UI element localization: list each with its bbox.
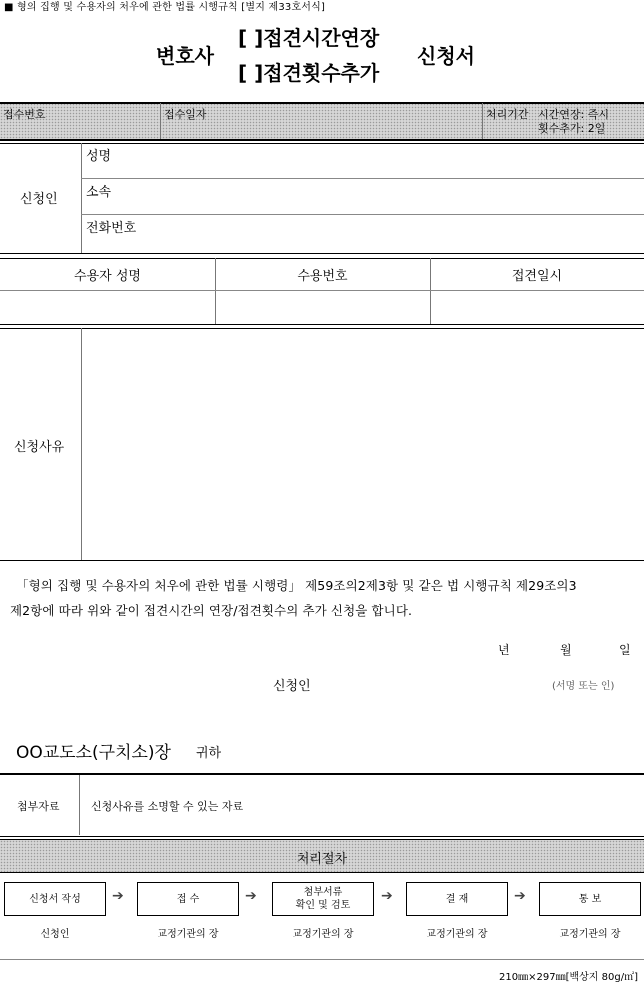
receipt-number-label: 접수번호 <box>3 108 46 121</box>
paper-spec-footer: 210㎜×297㎜[백상지 80g/㎡] <box>499 972 638 983</box>
applicant-phone-label: 전화번호 <box>86 221 137 236</box>
processing-period-label: 처리기간 <box>486 108 529 121</box>
form-reference-note: ■ 형의 집행 및 수용자의 처우에 관한 법률 시행규칙 [별지 제33호서식] <box>4 2 326 13</box>
applicant-section-label: 신청인 <box>20 192 58 207</box>
processing-count-addition: 횟수추가: 2일 <box>538 122 606 135</box>
inmate-name-field[interactable] <box>0 291 215 324</box>
addressee-suffix: 귀하 <box>196 746 222 761</box>
procedure-arrow-icon: ➔ <box>381 888 393 904</box>
procedure-step-write <box>4 882 106 916</box>
attachment-value: 신청사유를 소명할 수 있는 자료 <box>91 800 244 813</box>
signature-applicant-label: 신청인 <box>273 679 311 694</box>
reason-label: 신청사유 <box>14 440 65 455</box>
title-left: 변호사 <box>156 44 214 68</box>
procedure-step-notify-label: 통 보 <box>578 893 602 905</box>
application-statement-line1: 「형의 집행 및 수용자의 처우에 관한 법률 시행령」 제59조의2제3항 및 같은 법 시행규칙 제29조의3 <box>16 578 577 593</box>
procedure-step-actor: 교정기관의 장 <box>426 929 488 940</box>
visit-datetime-field[interactable] <box>431 291 644 324</box>
procedure-title: 처리절차 <box>296 852 348 867</box>
procedure-step-review <box>272 882 374 916</box>
procedure-step-actor: 교정기관의 장 <box>292 929 354 940</box>
procedure-step-receive-label: 접 수 <box>176 893 200 905</box>
addressee-name: OO교도소(구치소)장 <box>16 743 171 763</box>
processing-time-extension: 시간연장: 즉시 <box>538 108 609 121</box>
procedure-arrow-icon: ➔ <box>112 888 124 904</box>
receipt-date-label: 접수일자 <box>164 108 207 121</box>
date-day[interactable]: 일 <box>619 643 631 657</box>
procedure-step-notify <box>539 882 641 916</box>
procedure-arrow-icon: ➔ <box>514 888 526 904</box>
applicant-phone-field[interactable] <box>82 215 644 252</box>
procedure-arrow-icon: ➔ <box>245 888 257 904</box>
procedure-step-actor: 신청인 <box>40 929 70 940</box>
signature-field[interactable] <box>330 672 540 694</box>
procedure-step-actor: 교정기관의 장 <box>157 929 219 940</box>
signature-hint: (서명 또는 인) <box>552 681 615 692</box>
inmate-number-header: 수용번호 <box>297 269 348 284</box>
date-month[interactable]: 월 <box>560 643 572 657</box>
applicant-name-label: 성명 <box>86 149 112 164</box>
procedure-step-approve <box>406 882 508 916</box>
procedure-step-write-label: 신청서 작성 <box>29 893 81 905</box>
procedure-step-actor: 교정기관의 장 <box>559 929 621 940</box>
visit-datetime-header: 접견일시 <box>511 269 563 284</box>
attachment-label: 첨부자료 <box>17 800 60 813</box>
title-option-count-addition: [ ]접견횟수추가 <box>238 61 380 85</box>
applicant-name-field[interactable] <box>82 143 644 177</box>
procedure-step-review-label-2: 확인 및 검토 <box>295 900 351 911</box>
title-right: 신청서 <box>417 44 475 68</box>
procedure-step-review-label-1: 첨부서류 <box>303 887 343 898</box>
inmate-name-header: 수용자 성명 <box>74 269 141 284</box>
procedure-step-approve-label: 결 재 <box>445 893 469 905</box>
reason-field[interactable] <box>82 329 644 559</box>
procedure-step-receive <box>137 882 239 916</box>
applicant-affiliation-field[interactable] <box>82 179 644 213</box>
application-statement-line2: 제2항에 따라 위와 같이 접견시간의 연장/접견횟수의 추가 신청을 합니다. <box>10 603 413 618</box>
date-year[interactable]: 년 <box>498 643 510 657</box>
inmate-number-field[interactable] <box>216 291 430 324</box>
applicant-affiliation-label: 소속 <box>86 185 112 200</box>
title-option-time-extension: [ ]접견시간연장 <box>238 26 380 50</box>
